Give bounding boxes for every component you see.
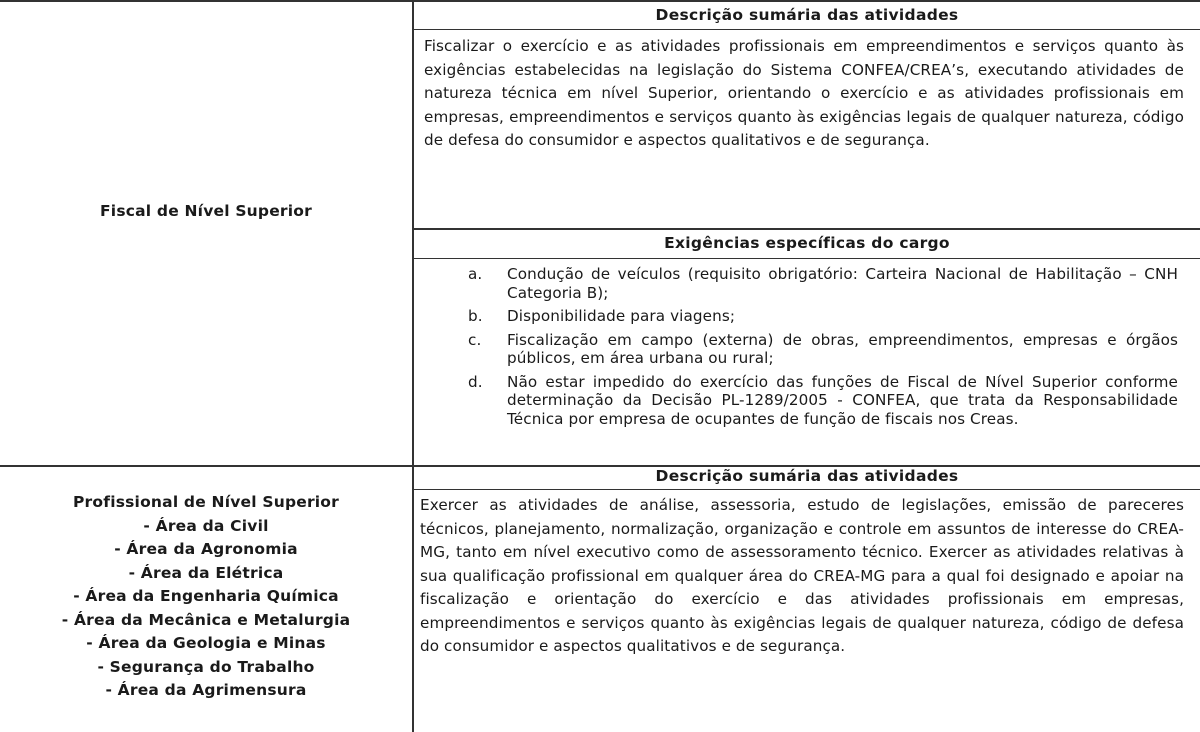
section-header: Descrição sumária das atividades [655,6,959,24]
role-area: - Área da Civil [143,516,269,535]
list-item [468,307,1178,326]
role-area: - Área da Agronomia [114,540,298,558]
divider [414,29,1200,30]
list-marker: a. [468,265,483,283]
role-title: Profissional de Nível Superior [73,493,339,511]
role-area: - Área da Engenharia Química [73,587,339,605]
role-area: - Área da Geologia e Minas [86,634,326,652]
list-item-text: Disponibilidade para viagens; [507,307,736,325]
role-cell [0,467,414,732]
role-cell [0,2,414,465]
list-marker: c. [468,330,482,349]
divider [414,228,1200,230]
list-marker: b. [468,307,483,325]
role-title-list [0,491,412,703]
activity-description: Exercer as atividades de análise, assessoria, estudo de legislações, emissão de pareceres técnicos, planejamento, normalização, organização e controle em assuntos de interesse do CREA-MG, tanto em nível executivo como de assessoramento técnico. Exercer as atividades relativas à sua qualificação profissional em qualquer área do CREA-MG para a qual foi designado e apoiar na fiscalização e orientação do exercício e das atividades profissionais em empresas, empreendimentos e serviços quanto às exigências legais de qualquer natureza, código de defesa do consumidor e aspectos qualitativos e de segurança. [420,496,1184,655]
list-item-text: Condução de veículos (requisito obrigatório: Carteira Nacional de Habilitação – CNH Categoria B); [507,265,1178,302]
list-item [468,265,1178,302]
divider [414,489,1200,490]
role-title: Fiscal de Nível Superior [100,202,312,220]
role-area: - Segurança do Trabalho [97,657,315,676]
list-item [468,373,1178,429]
role-area: - Área da Agrimensura [105,681,307,699]
role-area: - Área da Mecânica e Metalurgia [61,610,351,629]
role-area: - Área da Elétrica [128,563,284,582]
list-marker: d. [468,372,483,391]
divider [414,258,1200,259]
activity-description: Fiscalizar o exercício e as atividades profissionais em empreendimentos e serviços quanto às exigências estabelecidas na legislação do Sistema CONFEA/CREA’s, executando atividades de natureza técnica em nível Superior, orientando o exercício e as atividades profissionais em empresas, empreendimentos e serviços quanto às exigências legais de qualquer natureza, código de defesa do consumidor e aspectos qualitativos e de segurança. [424,37,1184,149]
details-cell [414,2,1200,465]
table-row [0,467,1200,732]
list-item-text: Fiscalização em campo (externa) de obras, empreendimentos, empresas e órgãos públicos, em área urbana ou rural; [507,330,1178,367]
section-header: Descrição sumária das atividades [655,467,959,485]
requirements-list [468,265,1178,433]
list-item-text: Não estar impedido do exercício das funções de Fiscal de Nível Superior conforme determinação da Decisão PL-1289/2005 - CONFEA, que trata da Responsabilidade Técnica por empresa de ocupantes de função de fiscais nos Creas. [507,372,1178,428]
list-item [468,331,1178,368]
details-cell [414,467,1200,732]
section-header: Exigências específicas do cargo [664,234,950,252]
